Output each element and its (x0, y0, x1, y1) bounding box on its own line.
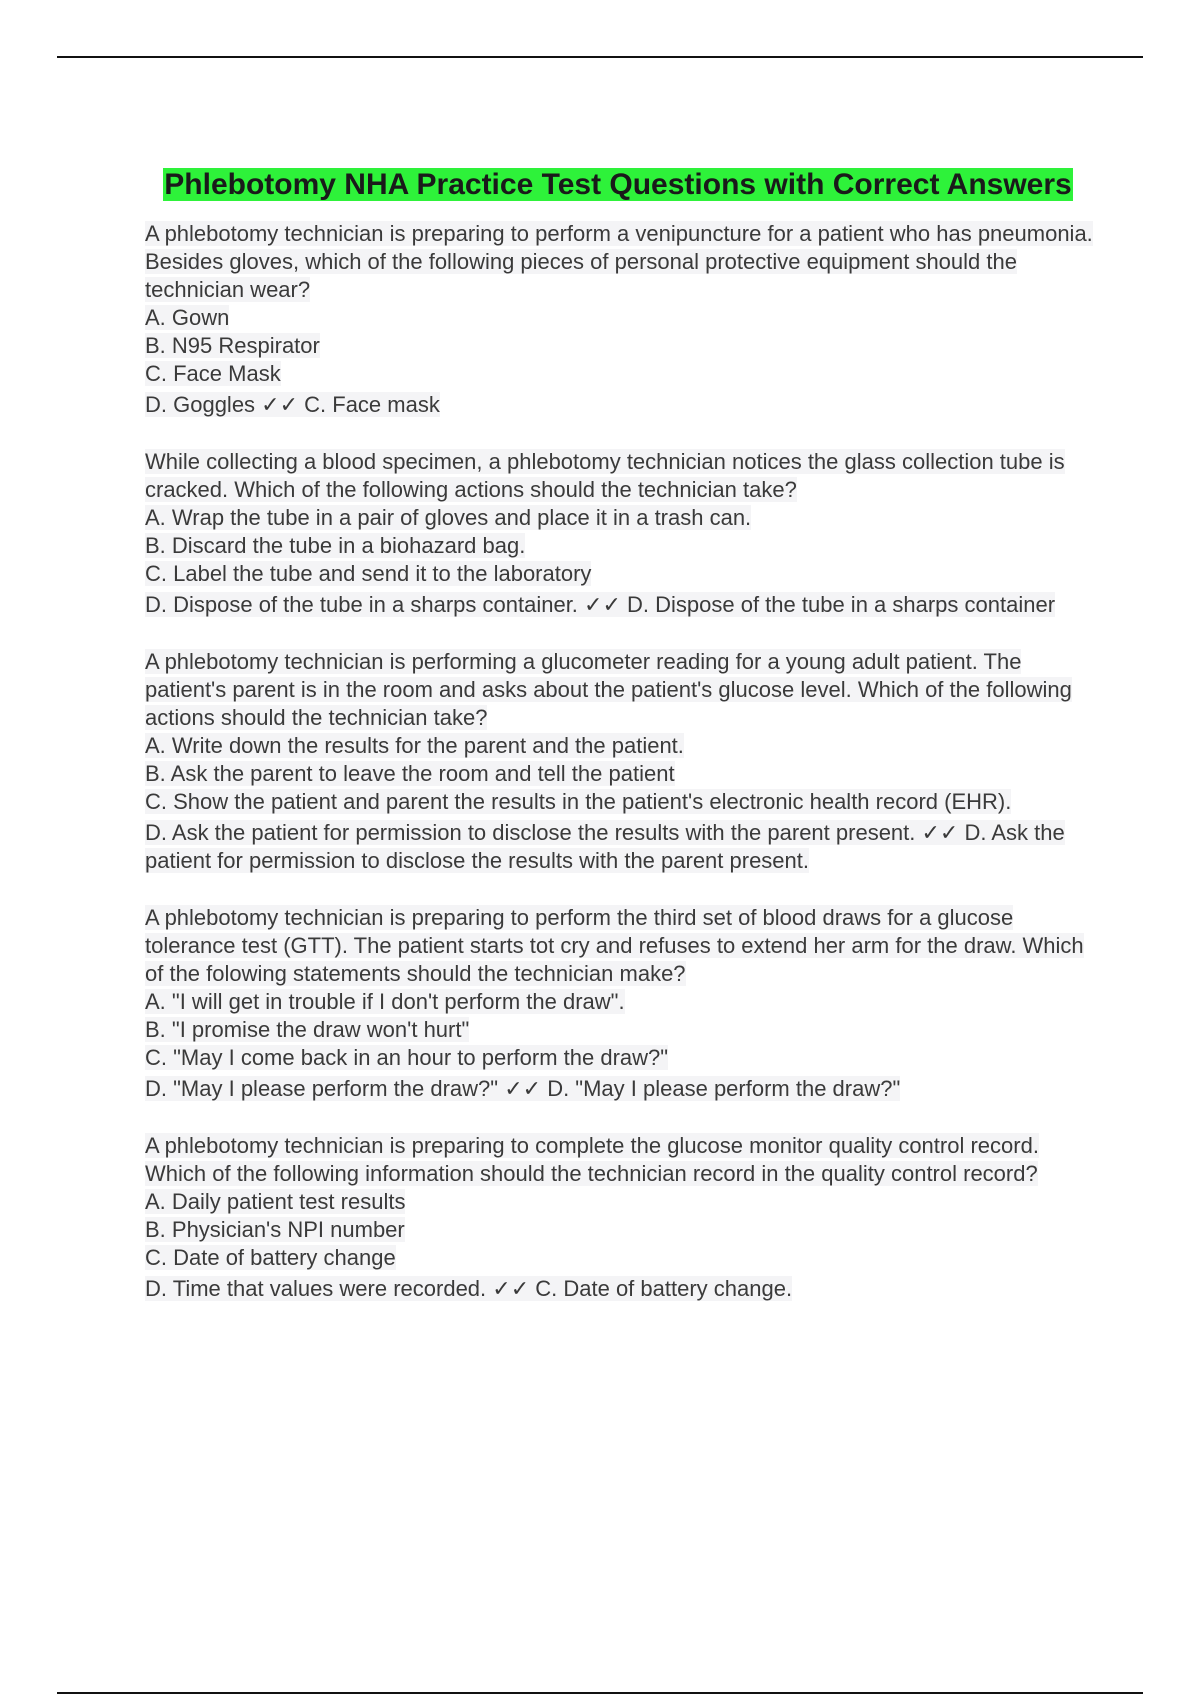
option-b: B. Ask the parent to leave the room and tell the patient (145, 761, 675, 786)
top-rule (57, 56, 1143, 58)
page-title: Phlebotomy NHA Practice Test Questions with Correct Answers (164, 168, 1072, 202)
option-c: C. Face Mask (145, 361, 281, 386)
option-b: B. Physician's NPI number (145, 1217, 405, 1242)
option-d-with-answer: D. Ask the patient for permission to disclose the results with the parent present. ✓✓ D. Ask the patient for permission to disclose the results with the parent present. (145, 820, 1065, 873)
option-b: B. "I promise the draw won't hurt" (145, 1017, 470, 1042)
question-list (145, 220, 1095, 1332)
option-d-with-answer: D. "May I please perform the draw?" ✓✓ D. "May I please perform the draw?" (145, 1076, 901, 1101)
option-a: A. Gown (145, 305, 230, 330)
option-a: A. "I will get in trouble if I don't perform the draw". (145, 989, 625, 1014)
question-3 (145, 648, 1095, 875)
question-stem: A phlebotomy technician is preparing to complete the glucose monitor quality control record. Which of the following information should the technician record in the quality control record? (145, 1133, 1039, 1186)
option-d-with-answer: D. Dispose of the tube in a sharps container. ✓✓ D. Dispose of the tube in a sharps container (145, 592, 1056, 617)
option-a: A. Wrap the tube in a pair of gloves and place it in a trash can. (145, 505, 752, 530)
option-a: A. Daily patient test results (145, 1189, 406, 1214)
question-stem: A phlebotomy technician is preparing to perform the third set of blood draws for a glucose tolerance test (GTT). The patient starts tot cry and refuses to extend her arm for the draw. Which of the folowing statements should the technician make? (145, 905, 1084, 986)
option-b: B. N95 Respirator (145, 333, 320, 358)
question-stem: While collecting a blood specimen, a phlebotomy technician notices the glass collection tube is cracked. Which of the following actions should the technician take? (145, 449, 1065, 502)
option-c: C. Label the tube and send it to the laboratory (145, 561, 592, 586)
option-d-with-answer: D. Goggles ✓✓ C. Face mask (145, 392, 440, 417)
option-c: C. Show the patient and parent the results in the patient's electronic health record (EHR). (145, 789, 1012, 814)
option-c: C. Date of battery change (145, 1245, 396, 1270)
question-1 (145, 220, 1095, 419)
question-4 (145, 904, 1095, 1103)
option-a: A. Write down the results for the parent and the patient. (145, 733, 684, 758)
option-b: B. Discard the tube in a biohazard bag. (145, 533, 526, 558)
question-stem: A phlebotomy technician is performing a glucometer reading for a young adult patient. The patient's parent is in the room and asks about the patient's glucose level. Which of the following actions should the technician take? (145, 649, 1072, 730)
question-stem: A phlebotomy technician is preparing to perform a venipuncture for a patient who has pneumonia. Besides gloves, which of the following pieces of personal protective equipment should the technician wear? (145, 221, 1093, 302)
option-c: C. "May I come back in an hour to perform the draw?" (145, 1045, 669, 1070)
option-d-with-answer: D. Time that values were recorded. ✓✓ C. Date of battery change. (145, 1276, 793, 1301)
question-5 (145, 1132, 1095, 1303)
bottom-rule (57, 1692, 1143, 1694)
question-2 (145, 448, 1095, 619)
